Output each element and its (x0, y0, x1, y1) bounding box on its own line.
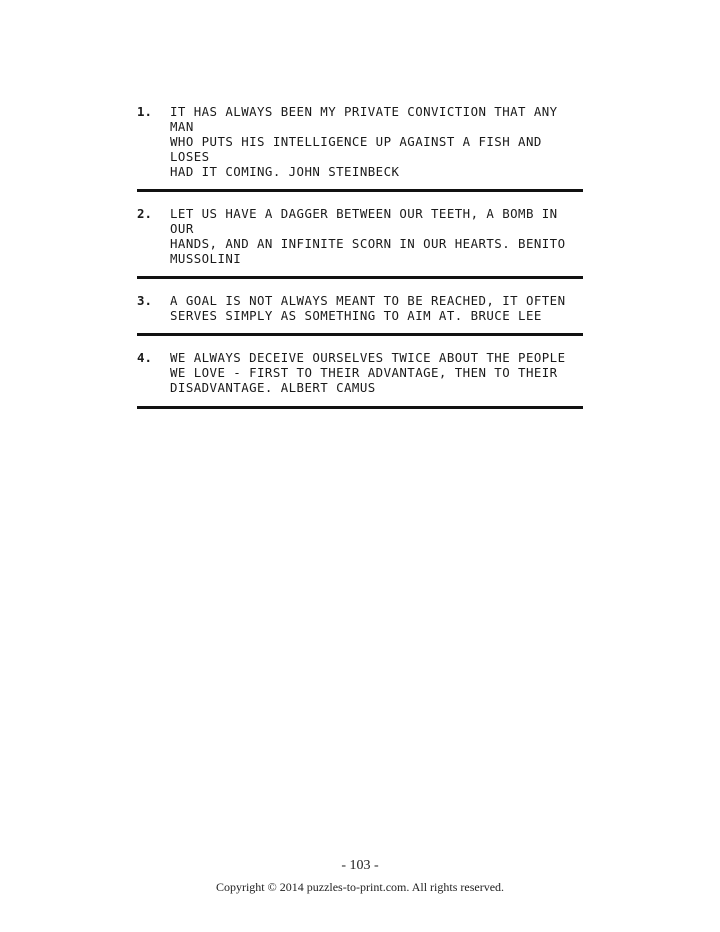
quote-number: 3. (137, 293, 152, 308)
quote-item (137, 104, 583, 192)
page-number: - 103 - (341, 858, 379, 873)
quote-text: LET US HAVE A DAGGER BETWEEN OUR TEETH, A BOMB IN OUR HANDS, AND AN INFINITE SCORN IN OUR HEARTS. BENITO MUSSOLINI (170, 206, 566, 266)
quote-item (137, 192, 583, 279)
quote-list (137, 104, 583, 409)
quote-item (137, 336, 583, 409)
quote-text: WE ALWAYS DECEIVE OURSELVES TWICE ABOUT THE PEOPLE WE LOVE - FIRST TO THEIR ADVANTAGE, THEN TO THEIR DISADVANTAGE. ALBERT CAMUS (170, 350, 566, 395)
quote-number: 4. (137, 350, 152, 365)
copyright-notice: Copyright © 2014 puzzles-to-print.com. All rights reserved. (215, 880, 505, 894)
quote-text: A GOAL IS NOT ALWAYS MEANT TO BE REACHED, IT OFTEN SERVES SIMPLY AS SOMETHING TO AIM AT. BRUCE LEE (170, 293, 566, 323)
quote-item (137, 279, 583, 336)
quote-number: 2. (137, 206, 152, 221)
quote-number: 1. (137, 104, 152, 119)
quote-text: IT HAS ALWAYS BEEN MY PRIVATE CONVICTION THAT ANY MAN WHO PUTS HIS INTELLIGENCE UP AGAINST A FISH AND LOSES HAD IT COMING. JOHN STEINBECK (170, 104, 558, 179)
